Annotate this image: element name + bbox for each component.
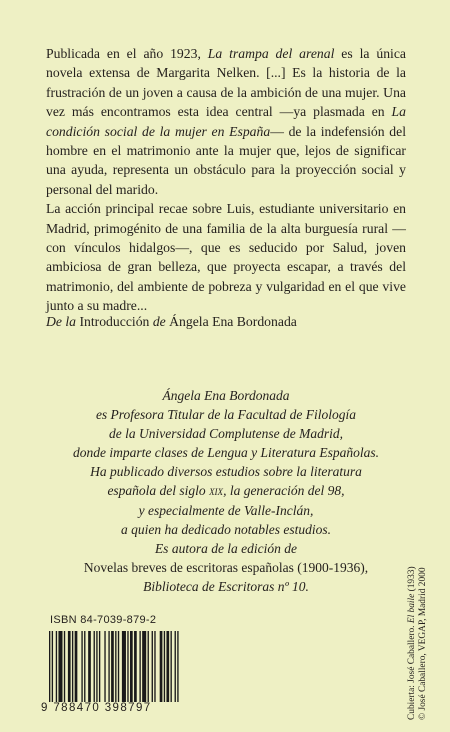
barcode-bar: [164, 631, 165, 703]
barcode-bar: [166, 631, 169, 703]
bio-series: Biblioteca de Escritoras nº 10.: [143, 578, 309, 594]
bio-line: Ha publicado diversos estudios sobre la literatura: [90, 464, 362, 480]
barcode-bar: [94, 631, 95, 703]
book-title: La trampa del arenal: [207, 46, 335, 61]
blurb-paragraph-1: [46, 44, 406, 199]
barcode-bar: [104, 631, 105, 703]
source-author: Ángela Ena Bordonada: [165, 314, 297, 329]
barcode-bar: [115, 631, 116, 713]
barcode-bar: [148, 631, 149, 703]
author-bio: [46, 386, 406, 596]
barcode-bar: [171, 631, 172, 703]
credit-text: Cubierta: José Caballero.: [407, 623, 417, 720]
barcode-bar: [118, 631, 119, 703]
blurb-text: [46, 44, 406, 316]
barcode-bar: [84, 631, 85, 703]
barcode-bar: [49, 631, 50, 713]
barcode-bar: [127, 631, 128, 703]
bio-line: [46, 481, 406, 500]
barcode-bar: [81, 631, 82, 703]
source-de: de: [152, 314, 166, 329]
blurb-text-segment: — de la indefensión del hombre en el matrimonio ante la mujer que, lejos de significar una ayuda, representa un obstáculo para la proyección social y personal del marido.: [46, 123, 406, 197]
barcode-bar: [64, 631, 65, 703]
source-attribution: [46, 312, 297, 331]
barcode-bar: [139, 631, 140, 703]
barcode-bar: [175, 631, 176, 713]
bio-line: es Profesora Titular de la Facultad de Filología: [95, 407, 357, 423]
bio-edited-work: Novelas breves de escritoras españolas (1900-1936),: [83, 559, 369, 575]
cover-credit-line-2: © José Caballero, VEGAP, Madrid 2000: [417, 567, 428, 720]
barcode-bar: [108, 631, 109, 703]
barcode-number: 9 788470 398797: [40, 702, 192, 714]
barcode-bar: [88, 631, 91, 703]
barcode-bar: [56, 631, 57, 703]
barcode-bar: [177, 631, 178, 713]
barcode-bar: [96, 631, 97, 703]
source-intro: Introducción: [76, 314, 153, 329]
bio-line: y especialmente de Valle-Inclán,: [138, 502, 314, 518]
bio-line-part: española del siglo: [107, 483, 210, 499]
barcode-bar: [58, 631, 62, 703]
barcode-bar: [154, 631, 155, 703]
cover-credit: [407, 566, 429, 720]
cover-credit-line-1: [407, 566, 418, 720]
source-prefix: De la: [46, 314, 77, 329]
barcode: [47, 631, 180, 713]
barcode-bar: [122, 631, 126, 703]
barcode-bar: [72, 631, 73, 703]
bio-century: xix: [209, 483, 224, 499]
barcode-bar: [99, 631, 100, 703]
bio-author-name: Ángela Ena Bordonada: [162, 388, 290, 403]
bio-line: de la Universidad Complutense de Madrid,: [109, 426, 343, 442]
barcode-bar: [52, 631, 53, 713]
credit-artwork-title: El baile: [407, 593, 417, 624]
barcode-bar: [111, 631, 114, 713]
bio-line: donde imparte clases de Lengua y Literatura Españolas.: [73, 445, 379, 461]
credit-year: (1933): [407, 566, 417, 594]
blurb-text-segment: Publicada en el año 1923,: [46, 46, 208, 61]
barcode-bar: [130, 631, 133, 703]
barcode-bar: [160, 631, 163, 703]
barcode-bar: [134, 631, 137, 703]
bio-line: Es autora de la edición de: [154, 540, 298, 556]
cited-work-title: La condición social de la mujer en España: [46, 104, 406, 139]
isbn-label: ISBN 84-7039-879-2: [50, 614, 157, 626]
blurb-text-segment: es la única novela extensa de Margarita Nelken. [...] Es la historia de la frustración de un joven a causa de la ambición de una mujer. Una vez más encontramos esta idea central —ya plasmada en: [46, 46, 406, 120]
barcode-bar: [75, 631, 78, 703]
bio-line: a quien ha dedicado notables estudios.: [121, 521, 331, 537]
bio-line-part: , la generación del 98,: [223, 483, 345, 499]
barcode-bar: [142, 631, 146, 703]
barcode-bar: [152, 631, 153, 703]
barcode-bar: [68, 631, 71, 703]
blurb-paragraph-2: La acción principal recae sobre Luis, estudiante universitario en Madrid, primogénito de una familia de la alta burguesía rural —con vínculos hidalgos—, que es seducido por Salud, joven ambiciosa de gran belleza, que proyecta escapar, a través del matrimonio, del ambiente de pobreza y vulgaridad en el que vive junto a su madre...: [46, 201, 406, 314]
